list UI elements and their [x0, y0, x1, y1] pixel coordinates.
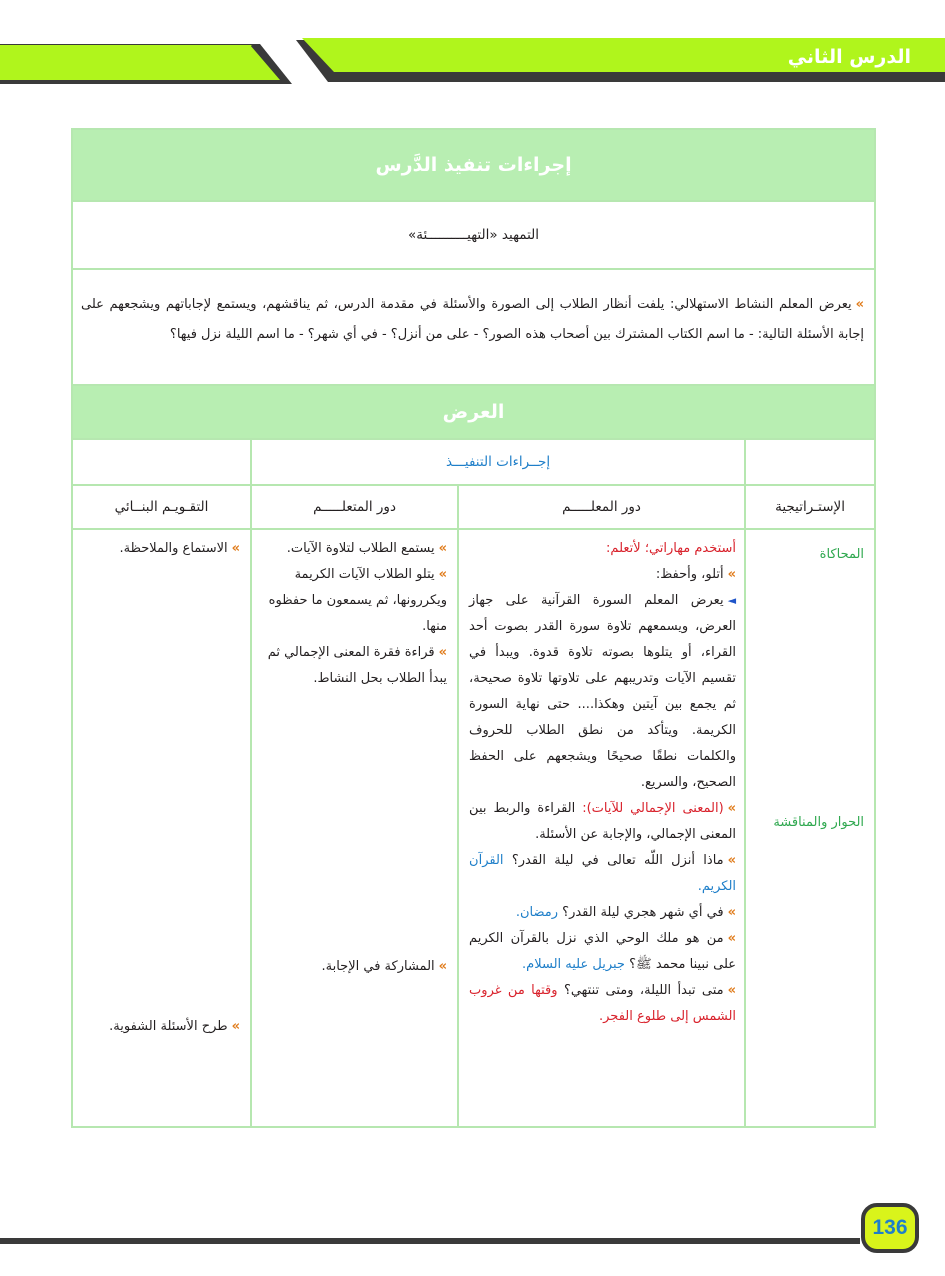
- strategy-cell: [745, 529, 875, 1127]
- bullet-icon: »: [231, 541, 241, 556]
- presentation-title: العرض: [72, 385, 875, 439]
- recite-text: يعرض المعلم السورة القرآنية على جهاز العرض، ويسمعهم تلاوة سورة القدر بصوت أحد القراء، أو يتلوها بصوته تلاوة قدوة. ويبدأ في تقسيم الآيات وتدريبهم على تلاوتها تلاوة صحيحة، ثم يجمع بين آيتين وهكذا.... حتى نهاية السورة الكريمة. ويتأكد من نطق الطلاب للحروف والكلمات نطقًا صحيحًا ويشجعهم على الحفظ الصحيح، والسريع.: [469, 593, 737, 790]
- bullet-icon: »: [438, 959, 448, 974]
- execution-header: إجــراءات التنفيـــذ: [251, 439, 745, 485]
- col-strategy: الإستـراتيجية: [745, 485, 875, 529]
- intro-paragraph: [72, 269, 875, 385]
- lesson-title: الدرس الثاني: [787, 46, 911, 68]
- lesson-procedures-table: [71, 128, 876, 1128]
- empty-cell: [72, 439, 251, 485]
- answer-4: وقتها من غروب الشمس إلى طلوع الفجر.: [469, 983, 737, 1024]
- meaning-text: القراءة والربط بين المعنى الإجمالي، والإجابة عن الأسئلة.: [469, 801, 737, 842]
- answer-3: جبريل عليه السلام.: [522, 957, 625, 972]
- procedures-title: إجراءات تنفيذ الدَّرس: [72, 129, 875, 201]
- question-4: متى تبدأ الليلة، ومتى تنتهي؟: [563, 983, 724, 998]
- recite-label: أتلو، وأحفظ:: [655, 567, 724, 582]
- assessment-1: الاستماع والملاحظة.: [119, 541, 228, 556]
- learner-2: يتلو الطلاب الآيات الكريمة ويكررونها، ثم يسمعون ما حفظوه منها.: [268, 567, 448, 634]
- bullet-icon: »: [727, 931, 737, 946]
- assessment-2: طرح الأسئلة الشفوية.: [109, 1019, 228, 1034]
- question-2: في أي شهر هجري ليلة القدر؟: [562, 905, 724, 920]
- intro-text-1: يعرض المعلم النشاط الاستهلالي: يلفت أنظار الطلاب إلى الصورة والأسئلة في مقدمة الدرس، ثم يناقشهم، ويستمع لإجاباتهم ويشجعهم: [109, 297, 852, 312]
- bullet-icon: »: [727, 853, 737, 868]
- bullet-icon: »: [727, 905, 737, 920]
- learner-1: يستمع الطلاب لتلاوة الآيات.: [286, 541, 435, 556]
- question-3: من هو ملك الوحي الذي نزل بالقرآن الكريم على نبينا محمد ﷺ؟: [469, 931, 737, 972]
- triangle-bullet-icon: ◄: [727, 594, 737, 607]
- bullet-icon: »: [727, 983, 737, 998]
- meaning-label: (المعنى الإجمالي للآيات):: [582, 801, 724, 816]
- bullet-icon: »: [727, 567, 737, 582]
- answer-2: رمضان.: [515, 905, 559, 920]
- empty-cell: [745, 439, 875, 485]
- teacher-role-cell: [458, 529, 745, 1127]
- footer-line: [0, 1238, 860, 1244]
- learner-role-cell: [251, 529, 458, 1127]
- col-teacher-role: دور المعلـــــم: [458, 485, 745, 529]
- intro-text-2: على إجابة الأسئلة التالية: - ما اسم الكتاب المشترك بين أصحاب هذه الصور؟ - على من أنزل؟ - في أي شهر؟ - ما اسم الليلة نزل فيها؟: [81, 297, 865, 342]
- learner-3: قراءة فقرة المعنى الإجمالي ثم يبدأ الطلاب بحل النشاط.: [267, 645, 448, 686]
- bullet-icon: »: [438, 567, 448, 582]
- col-assessment: التقـويـم البنــائي: [72, 485, 251, 529]
- learner-4: المشاركة في الإجابة.: [321, 959, 435, 974]
- strategy-simulation: المحاكاة: [819, 547, 865, 562]
- header-banner: [0, 0, 945, 90]
- intro-heading: التمهيد «التهيــــــــــئة»: [72, 201, 875, 269]
- bullet-icon: »: [231, 1019, 241, 1034]
- bullet-icon: »: [727, 801, 737, 816]
- page-number: 136: [861, 1203, 919, 1253]
- skills-label: أستخدم مهاراتي؛ لأتعلم:: [606, 541, 737, 556]
- question-1: ماذا أنزل اللّه تعالى في ليلة القدر؟: [511, 853, 724, 868]
- answer-1: القرآن الكريم.: [469, 853, 737, 894]
- assessment-cell: [72, 529, 251, 1127]
- strategy-discussion: الحوار والمناقشة: [773, 815, 865, 831]
- bullet-icon: »: [855, 297, 865, 312]
- bullet-icon: »: [438, 645, 448, 660]
- col-learner-role: دور المتعلـــــم: [251, 485, 458, 529]
- bullet-icon: »: [438, 541, 448, 556]
